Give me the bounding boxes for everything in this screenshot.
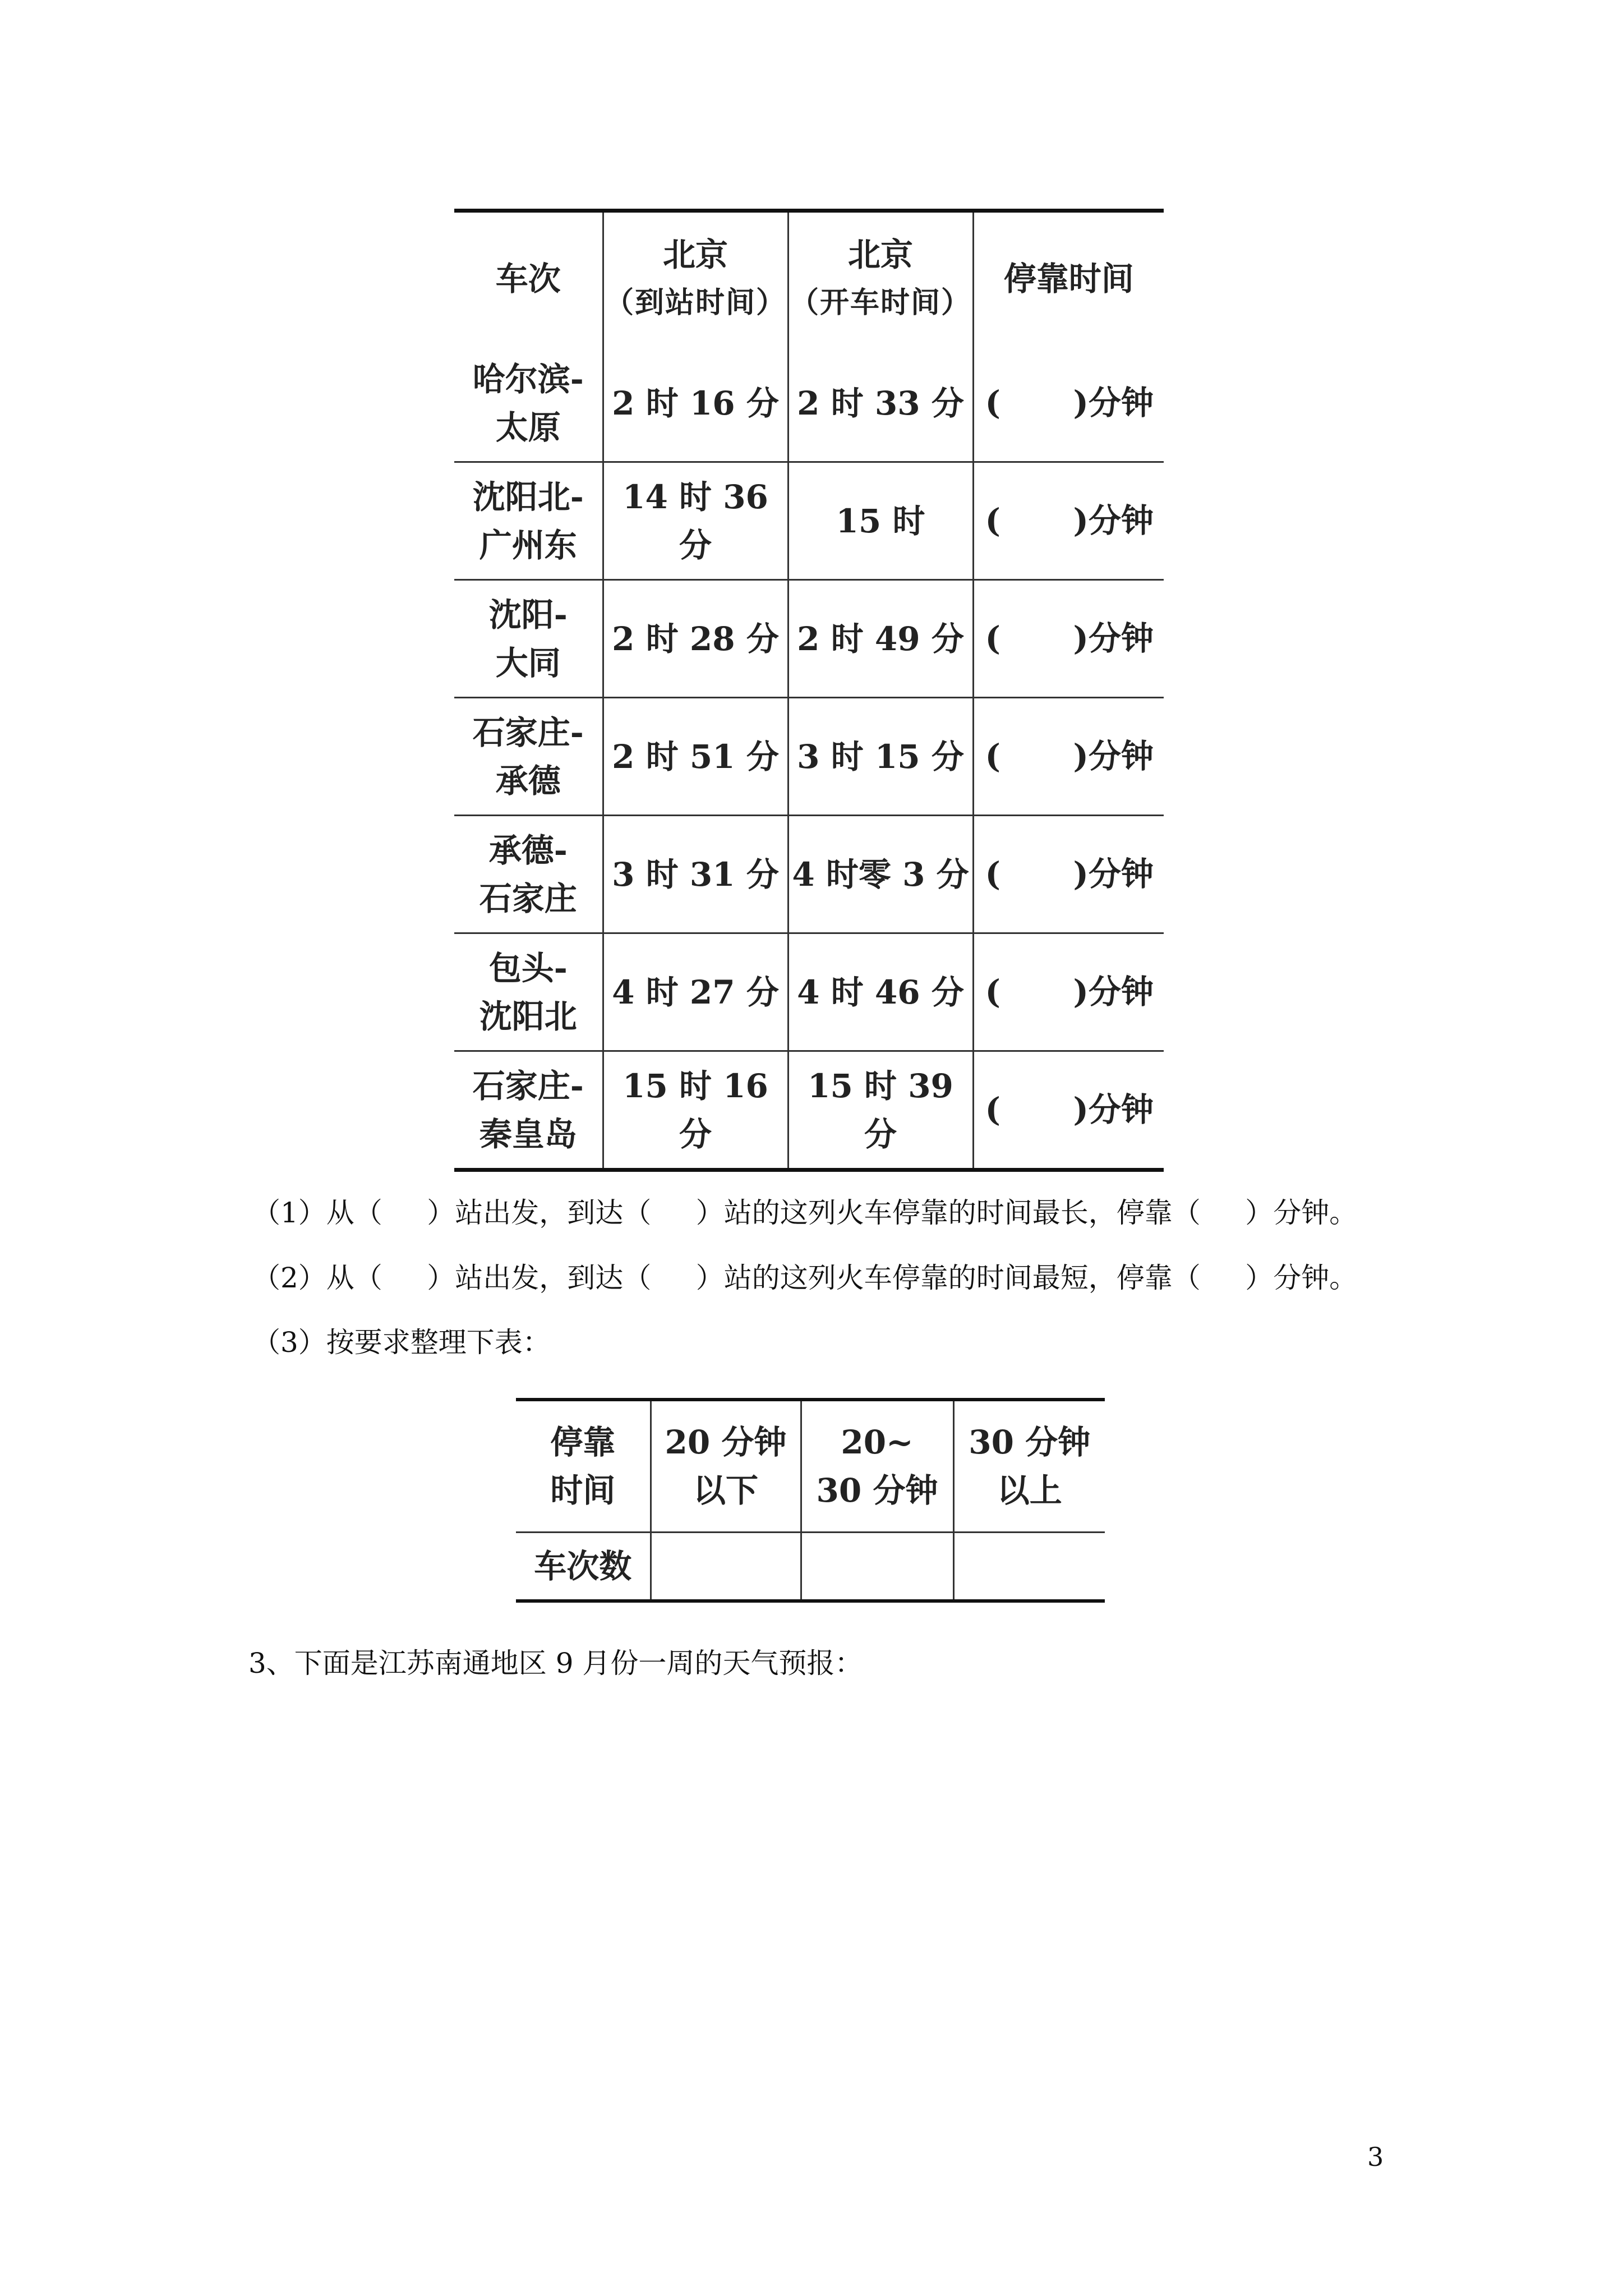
question-shortest-stop: （2）从（ ）站出发，到达（ ）站的这列火车停靠的时间最短，停靠（ ）分钟。 <box>252 1262 1358 1294</box>
depart-time: 15 时 <box>788 462 973 580</box>
header-stop-label: 停靠时间 <box>1003 260 1134 298</box>
count-20-30-blank[interactable] <box>801 1533 953 1602</box>
arrive-time: 14 时 36 分 <box>603 462 788 580</box>
question-organize-table: （3）按要求整理下表： <box>252 1326 551 1359</box>
range-20-30-line1: 20~ <box>841 1423 914 1461</box>
summary-header-20-30 <box>801 1400 953 1533</box>
train-to: 沈阳北 <box>479 997 577 1036</box>
depart-time: 4 时零 3 分 <box>788 816 973 933</box>
train-cell <box>454 580 603 698</box>
stop-blank[interactable] <box>973 1051 1164 1170</box>
over-30-line1: 30 分钟 <box>969 1423 1091 1461</box>
header-depart-sub: （开车时间） <box>789 286 971 320</box>
header-arrive-station: 北京 <box>662 236 728 274</box>
stop-open-paren: ( <box>985 855 1000 893</box>
train-to: 太原 <box>495 408 561 447</box>
train-from: 哈尔滨- <box>472 360 584 398</box>
arrive-time: 2 时 51 分 <box>603 698 788 816</box>
table-row <box>454 1051 1164 1170</box>
stop-blank[interactable] <box>973 462 1164 580</box>
summary-header-row <box>516 1400 1105 1533</box>
depart-time: 3 时 15 分 <box>788 698 973 816</box>
header-train <box>454 211 603 346</box>
section-3-weather-intro: 3、下面是江苏南通地区 9 月份一周的天气预报： <box>248 1647 863 1680</box>
table-row <box>454 698 1164 816</box>
train-cell <box>454 816 603 933</box>
stop-blank[interactable] <box>973 698 1164 816</box>
page-number: 3 <box>1367 2142 1384 2172</box>
train-to: 广州东 <box>479 526 577 564</box>
stop-open-paren: ( <box>985 501 1000 540</box>
stop-blank[interactable] <box>973 580 1164 698</box>
summary-header-under-20 <box>651 1400 801 1533</box>
train-schedule-table <box>454 209 1164 1172</box>
stop-open-paren: ( <box>985 1091 1000 1129</box>
arrive-time: 2 时 28 分 <box>603 580 788 698</box>
stop-unit: )分钟 <box>1073 855 1154 893</box>
train-to: 秦皇岛 <box>479 1115 577 1153</box>
stop-blank[interactable] <box>973 345 1164 462</box>
header-arrive-sub: （到站时间） <box>604 286 786 320</box>
train-cell <box>454 1051 603 1170</box>
summary-row-label: 车次数 <box>516 1533 651 1602</box>
under-20-line1: 20 分钟 <box>665 1423 787 1461</box>
train-from: 石家庄- <box>472 1066 584 1105</box>
header-depart-station: 北京 <box>847 236 913 274</box>
depart-time: 2 时 49 分 <box>788 580 973 698</box>
table-row <box>454 345 1164 462</box>
count-under-20-blank[interactable] <box>651 1533 801 1602</box>
stop-open-paren: ( <box>985 619 1000 657</box>
summary-label-line2: 时间 <box>550 1471 616 1510</box>
summary-count-row <box>516 1533 1105 1602</box>
stop-blank[interactable] <box>973 933 1164 1051</box>
stop-open-paren: ( <box>985 384 1000 422</box>
depart-time: 4 时 46 分 <box>788 933 973 1051</box>
train-from: 石家庄- <box>472 713 584 752</box>
stop-unit: )分钟 <box>1073 737 1154 775</box>
arrive-time: 15 时 16 分 <box>603 1051 788 1170</box>
stop-unit: )分钟 <box>1073 619 1154 657</box>
over-30-line2: 以上 <box>997 1471 1062 1510</box>
stop-unit: )分钟 <box>1073 384 1154 422</box>
count-over-30-blank[interactable] <box>953 1533 1105 1602</box>
stop-unit: )分钟 <box>1073 973 1154 1011</box>
depart-time: 2 时 33 分 <box>788 345 973 462</box>
train-to: 石家庄 <box>479 879 577 918</box>
train-from: 包头- <box>488 949 568 987</box>
train-from: 沈阳北- <box>472 477 584 516</box>
summary-header-over-30 <box>953 1400 1105 1533</box>
train-from: 承德- <box>488 831 568 869</box>
depart-time: 15 时 39 分 <box>788 1051 973 1170</box>
arrive-time: 3 时 31 分 <box>603 816 788 933</box>
table-row <box>454 580 1164 698</box>
stop-unit: )分钟 <box>1073 501 1154 540</box>
question-longest-stop: （1）从（ ）站出发，到达（ ）站的这列火车停靠的时间最长，停靠（ ）分钟。 <box>252 1197 1358 1229</box>
train-to: 大同 <box>495 643 561 682</box>
train-cell <box>454 462 603 580</box>
header-train-label: 车次 <box>495 260 561 298</box>
summary-table <box>516 1398 1105 1603</box>
stop-open-paren: ( <box>985 973 1000 1011</box>
header-depart <box>788 211 973 346</box>
header-arrive <box>603 211 788 346</box>
summary-label-line1: 停靠 <box>550 1423 616 1461</box>
stop-open-paren: ( <box>985 737 1000 775</box>
table-row <box>454 933 1164 1051</box>
arrive-time: 2 时 16 分 <box>603 345 788 462</box>
train-from: 沈阳- <box>488 595 568 634</box>
range-20-30-line2: 30 分钟 <box>816 1471 938 1510</box>
stop-unit: )分钟 <box>1073 1091 1154 1129</box>
train-cell <box>454 698 603 816</box>
under-20-line2: 以下 <box>693 1471 758 1510</box>
train-cell <box>454 345 603 462</box>
header-stop <box>973 211 1164 346</box>
train-to: 承德 <box>495 761 561 800</box>
train-cell <box>454 933 603 1051</box>
arrive-time: 4 时 27 分 <box>603 933 788 1051</box>
train-table-header-row <box>454 211 1164 346</box>
summary-header-label <box>516 1400 651 1533</box>
table-row <box>454 816 1164 933</box>
stop-blank[interactable] <box>973 816 1164 933</box>
table-row <box>454 462 1164 580</box>
